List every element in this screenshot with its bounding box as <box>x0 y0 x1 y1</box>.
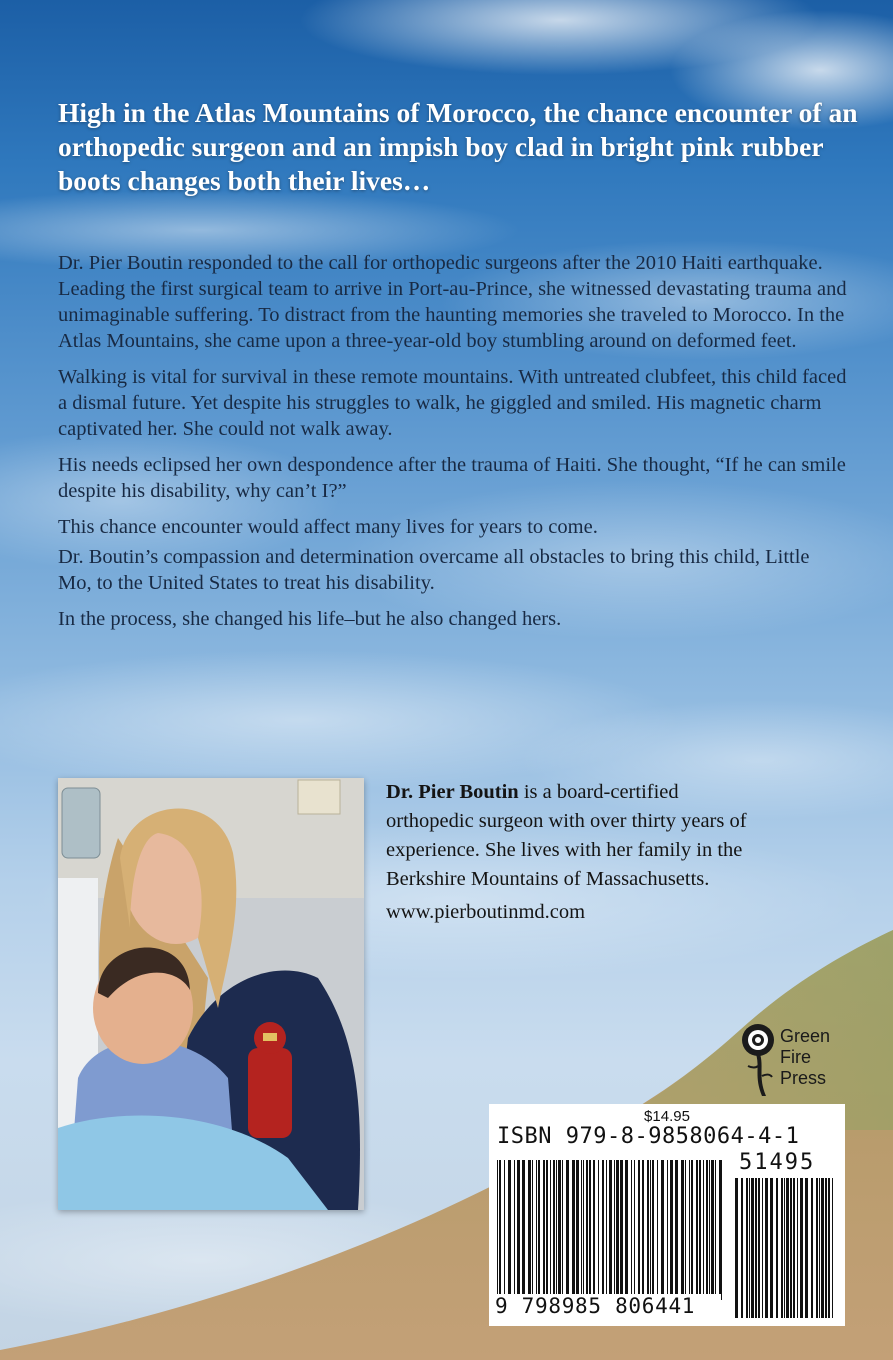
barcode-bar <box>620 1160 623 1300</box>
publisher-name-line: Fire <box>780 1047 811 1067</box>
barcode-bar <box>556 1160 557 1300</box>
barcode-bar <box>634 1160 635 1300</box>
barcode-bar <box>586 1160 588 1300</box>
barcode-bar <box>681 1160 684 1300</box>
barcode-bar <box>715 1160 716 1300</box>
barcode-bar <box>602 1160 604 1300</box>
barcode-bar <box>609 1160 612 1300</box>
barcode-bar <box>749 1178 750 1318</box>
barcode-bar <box>583 1160 584 1300</box>
publisher-name-line: Press <box>780 1068 827 1088</box>
description-paragraph: This chance encounter would affect many lives for years to come. <box>58 516 598 538</box>
headline-blurb: High in the Atlas Mountains of Morocco, the chance encounter of an orthopedic surgeon and an impish boy clad in bright pink rubber boots changes both their lives… <box>58 97 858 196</box>
barcode-bar <box>517 1160 520 1300</box>
flame-fern-icon <box>738 1022 778 1098</box>
barcode-bar <box>699 1160 701 1300</box>
author-photo <box>58 778 364 1210</box>
barcode-bar <box>751 1178 754 1318</box>
barcode-bar <box>670 1160 673 1300</box>
ean-barcode-bars <box>497 1160 723 1300</box>
author-bio-description: is a board-certified orthopedic surgeon with over thirty years of experience. She lives with her family in the Berkshire Mountains of Massachusetts. <box>386 781 747 890</box>
description-paragraph: Dr. Boutin’s compassion and determination overcame all obstacles to bring this child, Little Mo, to the United States to treat his disability. <box>58 546 810 594</box>
barcode-bar <box>616 1160 619 1300</box>
barcode-bar <box>770 1178 773 1318</box>
barcode-bar <box>811 1178 813 1318</box>
barcode-bar <box>558 1160 561 1300</box>
barcode-bar <box>765 1178 768 1318</box>
barcode-bar <box>786 1178 789 1318</box>
publisher-name-line: Green <box>780 1026 831 1046</box>
barcode-bar <box>719 1160 722 1300</box>
barcode-bar <box>711 1160 714 1300</box>
barcode-bar <box>647 1160 649 1300</box>
barcode-bar <box>642 1160 644 1300</box>
barcode-bar <box>703 1160 704 1300</box>
barcode-bar <box>598 1160 599 1300</box>
barcode-bar <box>821 1178 824 1318</box>
author-bio <box>386 778 766 927</box>
price-label: $14.95 <box>644 1108 690 1125</box>
author-name: Dr. Pier Boutin <box>386 781 519 803</box>
barcode-bar <box>589 1160 591 1300</box>
barcode-bar <box>675 1160 678 1300</box>
barcode-bar <box>667 1160 668 1300</box>
barcode-bar <box>689 1160 690 1300</box>
barcode-bar <box>652 1160 654 1300</box>
barcode-bar <box>805 1178 808 1318</box>
barcode-bar <box>661 1160 664 1300</box>
barcode-bar <box>758 1178 760 1318</box>
barcode-bar <box>825 1178 827 1318</box>
barcode-bar <box>650 1160 651 1300</box>
barcode-bar <box>532 1160 533 1300</box>
author-bio-text <box>386 778 766 894</box>
barcode-bar <box>553 1160 555 1300</box>
barcode-bar <box>562 1160 563 1300</box>
barcode-bar <box>631 1160 632 1300</box>
barcode-bar <box>522 1160 525 1300</box>
barcode-bar <box>514 1160 515 1300</box>
barcode-bar <box>709 1160 710 1300</box>
barcode-bar <box>625 1160 628 1300</box>
barcode-bar <box>816 1178 818 1318</box>
publisher-logo <box>738 1022 848 1100</box>
barcode-bar <box>550 1160 551 1300</box>
barcode-bar <box>504 1160 505 1300</box>
barcode-bar <box>706 1160 708 1300</box>
price-addon-code: 51495 <box>739 1150 816 1175</box>
barcode-bar <box>499 1160 501 1300</box>
barcode-bar <box>832 1178 833 1318</box>
addon-barcode-bars <box>735 1178 835 1318</box>
barcode-bar <box>546 1160 548 1300</box>
barcode-bar <box>800 1178 803 1318</box>
author-website: www.pierboutinmd.com <box>386 901 586 923</box>
barcode-bar <box>784 1178 785 1318</box>
barcode-bar <box>657 1160 658 1300</box>
barcode-bar <box>572 1160 575 1300</box>
barcode-bar <box>528 1160 531 1300</box>
isbn-barcode <box>489 1104 845 1326</box>
barcode-bar <box>776 1178 778 1318</box>
description-paragraph: Walking is vital for survival in these remote mountains. With untreated clubfeet, this child faced a dismal future. Yet despite his struggles to walk, he giggled and smiled. His magnetic charm captivated her. She could not walk away. <box>58 366 847 440</box>
barcode-bar <box>606 1160 607 1300</box>
barcode-bar <box>614 1160 615 1300</box>
barcode-bar <box>746 1178 748 1318</box>
description-paragraph: In the process, she changed his life–but he also changed hers. <box>58 608 562 630</box>
barcode-bar <box>543 1160 545 1300</box>
description-paragraph: His needs eclipsed her own despondence after the trauma of Haiti. She thought, “If he can smile despite his disability, why can’t I?” <box>58 454 846 502</box>
barcode-bar <box>828 1178 830 1318</box>
ean-digits: 9 798985 806441 <box>493 1294 721 1318</box>
barcode-bar <box>793 1178 795 1318</box>
barcode-bar <box>497 1160 498 1300</box>
barcode-bar <box>593 1160 595 1300</box>
barcode-bar <box>781 1178 783 1318</box>
barcode-bar <box>762 1178 763 1318</box>
barcode-bar <box>797 1178 798 1318</box>
barcode-bar <box>790 1178 792 1318</box>
barcode-bar <box>508 1160 511 1300</box>
barcode-bar <box>755 1178 757 1318</box>
isbn-number: ISBN 979-8-9858064-4-1 <box>497 1124 800 1149</box>
barcode-bar <box>741 1178 743 1318</box>
barcode-bar <box>638 1160 640 1300</box>
description-paragraph: Dr. Pier Boutin responded to the call for orthopedic surgeons after the 2010 Haiti earthquake. Leading the first surgical team to arrive in Port-au-Prince, she witnessed devastating trauma and unimaginable suffering. To distract from the haunting memories she traveled to Morocco. In the Atlas Mountains, she came upon a three-year-old boy stumbling around on deformed feet. <box>58 252 847 352</box>
barcode-bar <box>819 1178 820 1318</box>
barcode-bar <box>735 1178 738 1318</box>
barcode-bar <box>576 1160 579 1300</box>
barcode-bar <box>566 1160 569 1300</box>
barcode-bar <box>696 1160 698 1300</box>
description <box>58 250 848 642</box>
publisher-name <box>780 1026 850 1089</box>
barcode-bar <box>536 1160 537 1300</box>
barcode-bar <box>691 1160 693 1300</box>
barcode-bar <box>581 1160 582 1300</box>
barcode-bar <box>538 1160 540 1300</box>
barcode-bar <box>685 1160 686 1300</box>
